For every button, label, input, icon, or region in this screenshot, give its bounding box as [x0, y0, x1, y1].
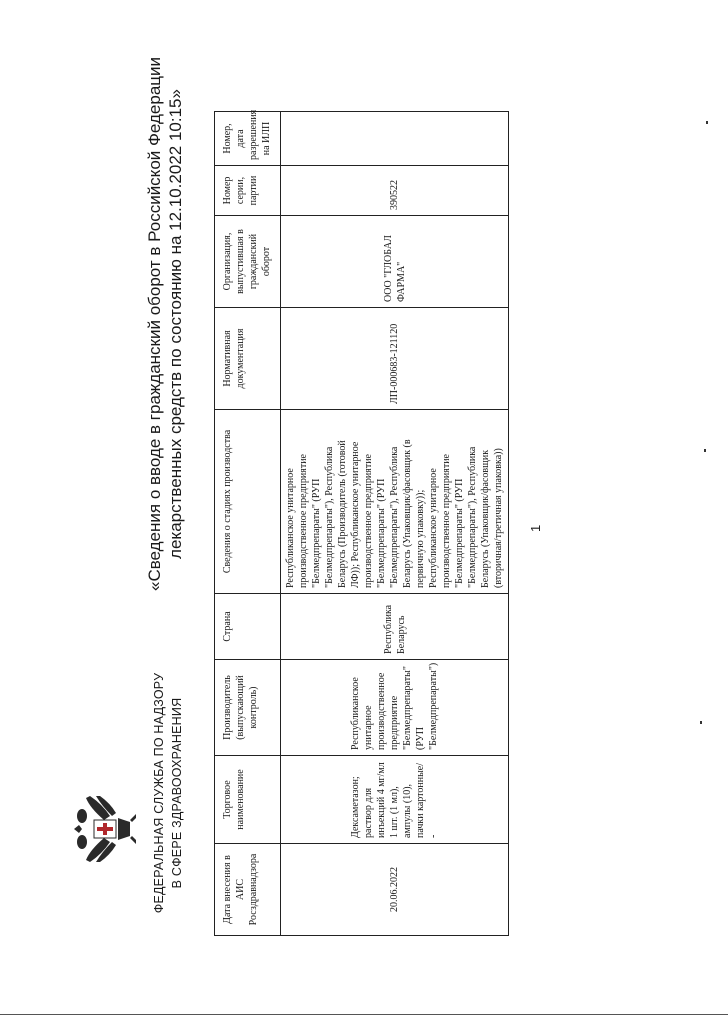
scan-speck	[704, 449, 706, 452]
double-headed-eagle-emblem-icon	[66, 792, 140, 866]
agency-line-1: ФЕДЕРАЛЬНАЯ СЛУЖБА ПО НАДЗОРУ	[152, 672, 166, 914]
scan-speck	[706, 121, 708, 124]
header-stages: Сведения о стадиях производства	[215, 410, 281, 594]
cell-permit	[281, 112, 509, 166]
header-normative-doc: Нормативная документация	[215, 308, 281, 410]
header-permit: Номер, дата разрешения на ИЛП	[215, 112, 281, 166]
table-row	[281, 112, 509, 936]
cell-country: Республика Беларусь	[281, 594, 509, 660]
cell-stages: Республиканское унитарное производственное предприятие "Белмедпрепараты" (РУП "Белмедпрепараты"), Республика Беларусь (Производитель (готовой ЛФ)); Республиканское унитарное производственное предприятие "Белмедпрепараты" (РУП "Белмедпрепараты"), Республика Беларусь (Упаковщик/фасовщик (в первичную упаковку)); Республиканское унитарное производственное предприятие "Белмедпрепараты" (РУП "Белмедпрепараты"), Республика Беларусь (Упаковщик/фасовщик (вторичная/третичная упаковка))	[281, 410, 509, 594]
scan-edge-line	[0, 1014, 728, 1015]
cell-organization: ООО "ГЛОБАЛ ФАРМА"	[281, 216, 509, 308]
scan-speck	[700, 721, 702, 724]
cell-manufacturer: Республиканское унитарное производственное предприятие "Белмедпрепараты" (РУП "Белмедпрепараты")	[281, 660, 509, 756]
header-date: Дата внесения в АИС Росздравнадзора	[215, 844, 281, 936]
cell-series: 390522	[281, 166, 509, 216]
cell-trade-name: Дексаметазон; раствор для инъекций 4 мг/мл 1 шт. (1 мл), ампулы (10), пачки картонные/ -	[281, 756, 509, 844]
registry-table	[214, 111, 509, 936]
agency-name	[150, 648, 186, 938]
header-manufacturer: Производитель (выпускающий контроль)	[215, 660, 281, 756]
cell-normative-doc: ЛП-000683-121120	[281, 308, 509, 410]
agency-line-2: В СФЕРЕ ЗДРАВООХРАНЕНИЯ	[170, 697, 184, 889]
title-line-1: «Сведения о вводе в гражданский оборот в Российской Федерации	[145, 56, 164, 592]
title-line-2: лекарственных средств по состоянию на 12.10.2022 10:15»	[166, 89, 185, 559]
header-organization: Организация, выпустившая в гражданский оборот	[215, 216, 281, 308]
header-country: Страна	[215, 594, 281, 660]
header-series: Номер серии, партии	[215, 166, 281, 216]
page-number: 1	[528, 524, 543, 532]
document-title	[144, 4, 186, 644]
table-header-row	[215, 112, 281, 936]
header-trade-name: Торговое наименование	[215, 756, 281, 844]
cell-date: 20.06.2022	[281, 844, 509, 936]
